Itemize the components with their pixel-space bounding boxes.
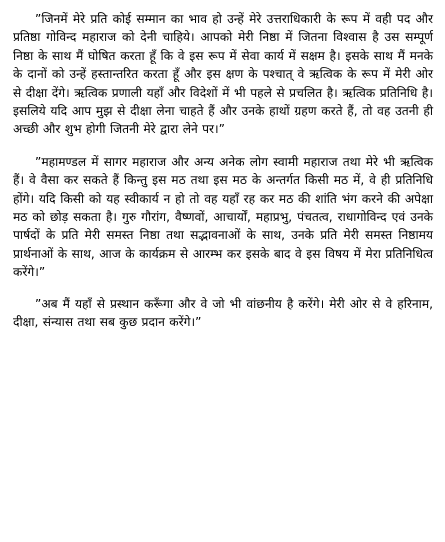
quote-paragraph-3: ”अब मैं यहाँ से प्रस्थान करूँगा और वे जो भी वांछनीय है करेंगे। मेरी ओर से वे हरिनाम, दीक्षा, संन्यास तथा सब कुछ प्रदान करेंगे।” xyxy=(13,296,433,330)
quote-paragraph-2: ”महामण्डल में सागर महाराज और अन्य अनेक लोग स्वामी महाराज तथा मेरे भी ऋत्विक हैं। वे वैसा कर सकते हैं किन्तु इस मठ तथा इस मठ के अन्तर्गत किसी मठ में, वे ही प्रतिनिधि होंगे। यदि किसी को यह स्वीकार्य न हो तो वह यहाँ रह कर मठ की शांति भंग करने की अपेक्षा मठ को छोड़ सकता है। गुरु गौरांग, वैष्णवों, आचार्यों, महाप्रभु, पंचतत्व, राधागोविन्द एवं उनके पार्षदों के प्रति मेरी समस्त निष्ठा तथा सद्भावनाओं के साथ, उनके प्रति मेरी समस्त निष्ठामय प्रार्थनाओं के साथ, आज के कार्यक्रम से आरम्भ कर इसके बाद वे इस विषय में मेरा प्रतिनिधित्व करेंगे।” xyxy=(13,154,433,280)
quote-paragraph-1: ”जिनमें मेरे प्रति कोई सम्मान का भाव हो उन्हें मेरे उत्तराधिकारी के रूप में वही पद और प्रतिष्ठा गोविन्द महाराज को देनी चाहिये। आपको मेरी निष्ठा में जितना विश्वास है उस सम्पूर्ण निष्ठा के साथ मैं घोषित करता हूँ कि वे इस रूप में सेवा कार्य में सक्षम है। इसके साथ मैं मनके के दानों को उन्हें हस्तान्तरित करता हूँ और इस क्षण के पश्चात् वे ऋत्विक के रूप में मेरी ओर से दीक्षा देंगे। ऋत्विक प्रणाली यहाँ और विदेशों में भी पहले से प्रचलित है। ऋत्विक प्रतिनिधि है। इसलिये यदि आप मुझ से दीक्षा लेना चाहते हैं और उनके हाथों ग्रहण करते हैं, तो वह उतनी ही अच्छी और शुभ होगी जितनी मेरे द्वारा लेने पर।” xyxy=(13,12,433,137)
